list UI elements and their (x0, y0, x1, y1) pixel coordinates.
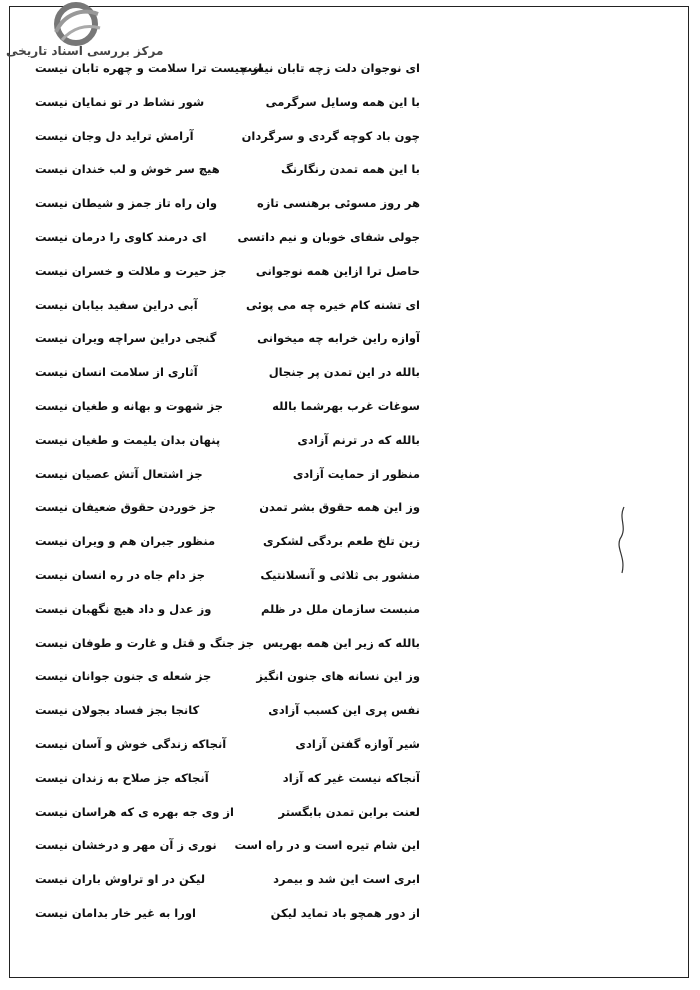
verse-line: با این همه وسایل سرگرمی (265, 94, 420, 109)
verse-line: آوازه راین خرابه چه میخوانی (257, 331, 420, 346)
verse-line: ابری است این شد و بیمرد (273, 872, 420, 887)
verse-line: از چیست ترا سلامت و چهره تابان نیست (35, 61, 263, 75)
verse-line: آنجاکه نیست غیر که آزاد (282, 770, 420, 785)
verse-line: آثاری از سلامت انسان نیست (35, 365, 198, 380)
verse-line: نفس پری این کسبب آزادی (268, 703, 420, 718)
verse-line: آبی دراین سفید بیابان نیست (35, 297, 198, 312)
verse-line: جز دام جاه در ره انسان نیست (35, 567, 206, 582)
verse-line: بالله که زیر این همه بهریس (262, 635, 420, 650)
verse-line: منظور از حمایت آزادی (292, 466, 420, 481)
verse-line: جز خوردن حقوق ضعیفان نیست (35, 500, 216, 515)
verse-line: وان راه تاز جمز و شیطان نیست (35, 196, 218, 211)
margin-mark-icon (612, 505, 632, 575)
archive-center-logo-icon (42, 2, 104, 48)
verse-line: گنجی دراین سراچه ویران نیست (35, 331, 217, 346)
verse-line: جز اشتعال آتش عصیان نیست (35, 466, 203, 481)
verse-line: از وی جه بهره ی که هراسان نیست (35, 804, 234, 819)
verse-line: کانجا بجز فساد بجولان نیست (35, 703, 200, 718)
verse-line: نوری ز آن مهر و درخشان نیست (35, 838, 217, 853)
verse-line: وز این نسانه های جنون انگیز (256, 669, 420, 684)
verse-line: حاصل ترا ازاین همه نوجوانی (255, 263, 420, 278)
verse-line: لیکن در او تراوش باران نیست (35, 872, 206, 887)
verse-line: جولی شفای خوبان و نیم داتسی (237, 229, 420, 244)
verse-line: جز شهوت و بهانه و طغیان نیست (35, 398, 223, 413)
verse-line: بالله در این تمدن پر جنجال (268, 365, 420, 380)
verse-line: وز عدل و داد هیچ نگهبان نیست (35, 601, 212, 616)
verse-line: منظور جبران هم و ویران نیست (35, 534, 216, 549)
verse-line: شیر آوازه گفتن آزادی (295, 736, 420, 751)
verse-line: وز این همه حقوق بشر تمدن (259, 500, 420, 515)
verse-line: جز حیرت و ملالت و خسران نیست (35, 263, 227, 278)
verse-line: سوغات غرب بهرشما بالله (272, 398, 420, 413)
verse-line: اورا به غیر خار بدامان نیست (35, 905, 196, 920)
verse-line: جز شعله ی جنون جوانان نیست (35, 669, 212, 684)
verse-line: منبست سازمان ملل در ظلم (260, 601, 420, 616)
verse-line: ای درمند کاوی را درمان نیست (35, 229, 207, 244)
verse-line: پنهان بدان یلیمت و طغیان نیست (35, 432, 221, 447)
verse-line: آنجاکه زندگی خوش و آسان نیست (35, 736, 227, 751)
verse-line: آرامش تراید دل وجان نیست (35, 128, 194, 143)
verse-line: با این همه تمدن رنگارنگ (280, 162, 420, 177)
verse-line: بالله که در ترنم آزادی (297, 432, 420, 447)
verse-line: ای تشنه کام خیره چه می پوئی (245, 297, 420, 312)
verse-line: زین تلخ طعم بردگی لشکری (262, 534, 420, 549)
watermark-text: مرکز بررسی اسناد تاریخی (6, 44, 164, 58)
verse-line: چون باد کوچه گردی و سرگردان (241, 128, 420, 143)
verse-line: شور نشاط در تو نمایان نیست (35, 94, 205, 109)
verse-line: هر روز مسوئی برهنسی تازه (256, 196, 420, 211)
verse-line: هیچ سر خوش و لب خندان نیست (35, 162, 220, 177)
verse-line: جز جنگ و قتل و غارت و طوفان نیست (35, 635, 255, 650)
verse-line: منشور بی ثلاثی و آنسلانتیک (260, 567, 420, 582)
verse-line: آنجاکه جز صلاح به زندان نیست (35, 770, 209, 785)
poem-left-column (35, 58, 295, 937)
verse-line: این شام تیره است و در راه است (234, 838, 420, 853)
verse-line: ای نوجوان دلت زچه تابان نیست (240, 61, 420, 75)
verse-line: از دور همچو باد تماید لیکن (270, 905, 420, 920)
verse-line: لعنت برابن تمدن بابگستر (278, 804, 420, 819)
